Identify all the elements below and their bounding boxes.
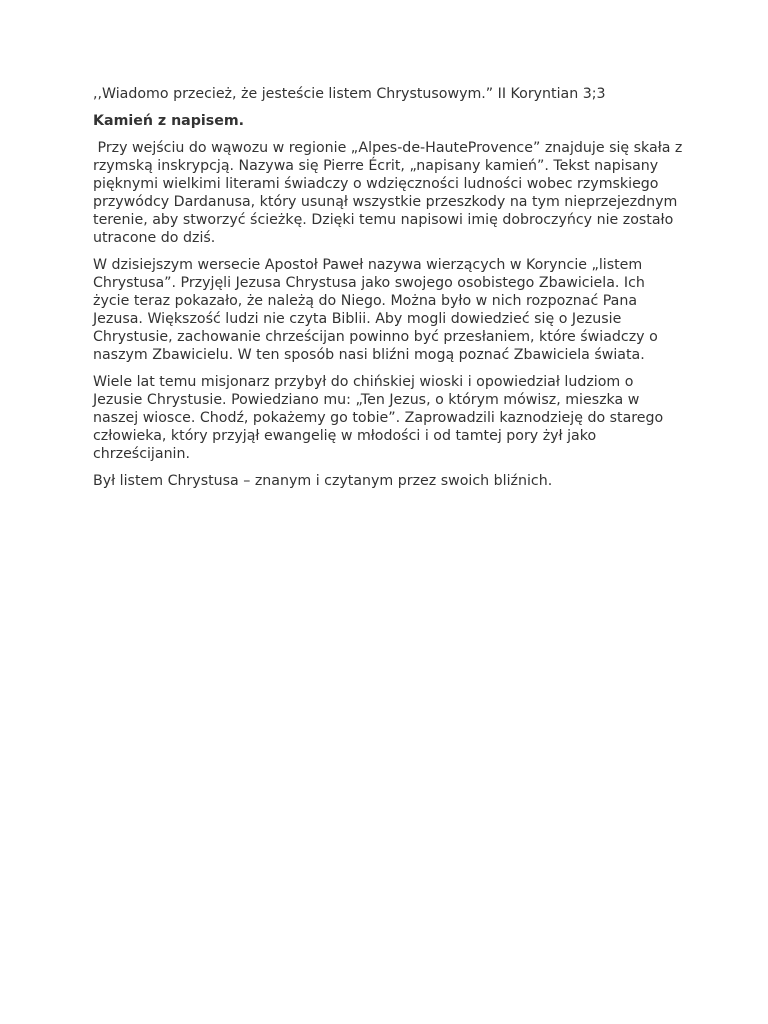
- document-body: [93, 85, 687, 499]
- epigraph-quote: ,,Wiadomo przecież, że jesteście listem Chrystusowym.” II Koryntian 3;3: [93, 86, 606, 102]
- paragraph-3: Wiele lat temu misjonarz przybył do chińskiej wioski i opowiedział ludziom o Jezusie Chrystusie. Powiedziano mu: „Ten Jezus, o którym mówisz, mieszka w naszej wiosce. Chodź, pokażemy go tobie”. Zaprowadzili kaznodzieję do starego człowieka, który przyjął ewangelię w młodości i od tamtej pory żył jako chrześcijanin.: [93, 374, 664, 462]
- paragraph-2: W dzisiejszym wersecie Apostoł Paweł nazywa wierzących w Koryncie „listem Chrystusa”. Przyjęli Jezusa Chrystusa jako swojego osobistego Zbawiciela. Ich życie teraz pokazało, że należą do Niego. Można było w nich rozpoznać Pana Jezusa. Większość ludzi nie czyta Biblii. Aby mogli dowiedzieć się o Jezusie Chrystusie, zachowanie chrześcijan powinno być przesłaniem, które świadczy o naszym Zbawicielu. W ten sposób nasi bliźni mogą poznać Zbawiciela świata.: [93, 257, 658, 363]
- paragraph-1: Przy wejściu do wąwozu w regionie „Alpes-de-HauteProvence” znajduje się skała z rzymską inskrypcją. Nazywa się Pierre Écrit, „napisany kamień”. Tekst napisany pięknymi wielkimi literami świadczy o wdzięczności ludności wobec rzymskiego przywódcy Dardanusa, który usunął wszystkie przeszkody na tym nieprzejezdnym terenie, aby stworzyć ścieżkę. Dzięki temu napisowi imię dobroczyńcy nie zostało utracone do dziś.: [93, 140, 687, 246]
- paragraph-4: Był listem Chrystusa – znanym i czytanym przez swoich bliźnich.: [93, 473, 553, 489]
- section-heading: Kamień z napisem.: [93, 113, 245, 129]
